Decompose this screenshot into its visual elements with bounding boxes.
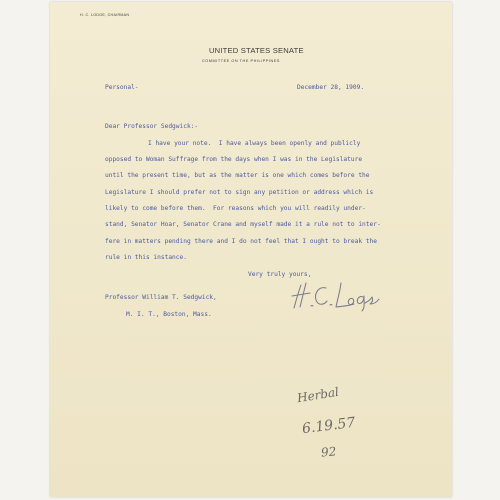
recipient-name: Professor William T. Sedgwick,: [105, 294, 217, 301]
body-line: opposed to Woman Suffrage from the days when I was in the Legislature: [105, 156, 363, 163]
pencil-note: 6.19.57: [301, 414, 357, 438]
letter-date: December 28, 1909.: [297, 84, 365, 91]
letterhead-chairman: H. C. LODGE, CHAIRMAN: [80, 13, 130, 17]
salutation: Dear Professor Sedgwick:-: [105, 123, 199, 130]
letter-page: [50, 2, 452, 497]
closing: Very truly yours,: [248, 271, 312, 278]
pencil-note: Herbal: [296, 384, 340, 406]
letterhead-senate: UNITED STATES SENATE: [209, 46, 304, 55]
body-line: stand, Senator Hoar, Senator Crane and myself made it a rule not to inter-: [105, 221, 381, 228]
body-line: likely to come before them. For reasons which you will readily under-: [105, 205, 366, 212]
body-line: I have your note. I have always been openly and publicly: [148, 140, 361, 147]
body-line: fere in matters pending there and I do not feel that I ought to break the: [105, 238, 377, 245]
body-line: until the present time, but as the matter is one which comes before the: [105, 172, 370, 179]
pencil-note: 92: [320, 444, 337, 460]
body-line: Legislature I should prefer not to sign any petition or address which is: [105, 189, 374, 196]
body-line: rule in this instance.: [105, 254, 187, 261]
personal-marking: Personal-: [105, 84, 139, 91]
handwritten-signature: [286, 279, 386, 313]
letterhead-committee: COMMITTEE ON THE PHILIPPINES: [202, 59, 280, 63]
recipient-address: M. I. T., Boston, Mass.: [126, 311, 212, 318]
